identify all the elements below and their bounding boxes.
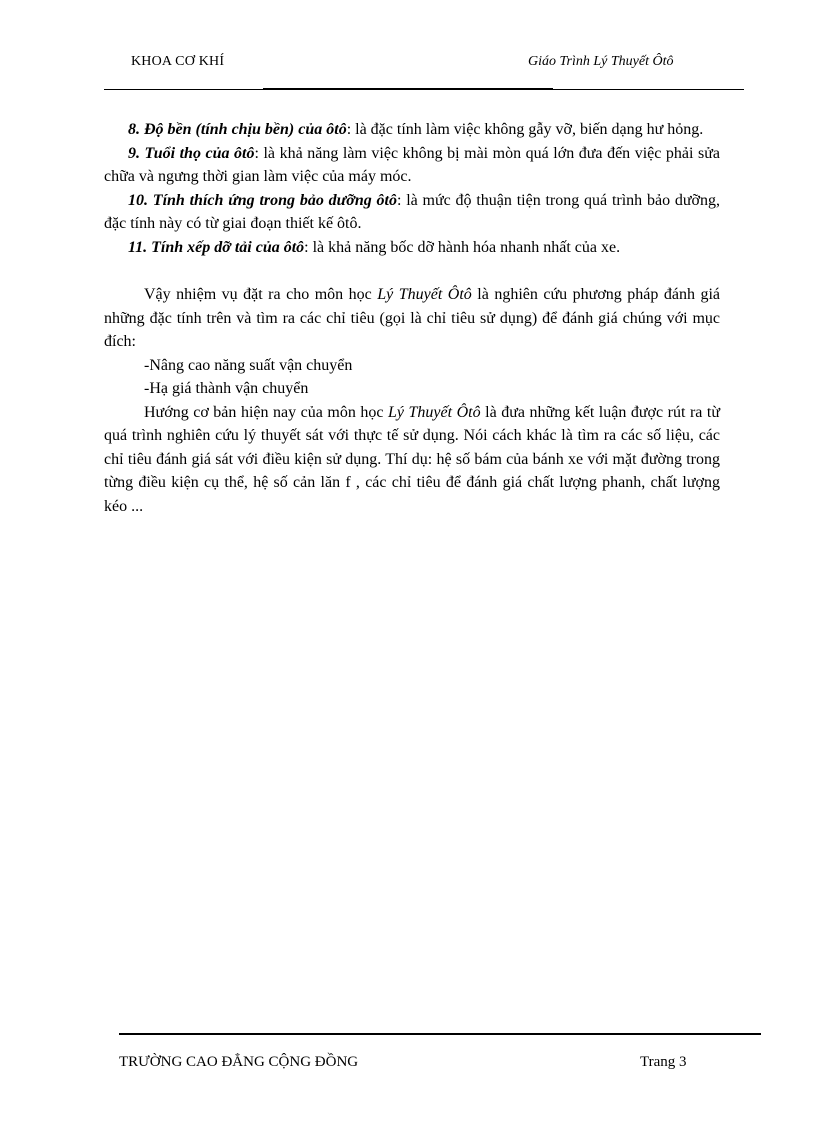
footer-rule — [119, 1033, 761, 1035]
list-item-9 — [104, 142, 720, 189]
list-item-text: : là mức độ thuận tiện trong quá trình bảo dưỡng, đặc tính này có từ giai đoạn thiết kế ôtô. — [104, 191, 720, 232]
course-name: Lý Thuyết Ôtô — [388, 403, 481, 421]
paragraph-text: là đưa những kết luận được rút ra từ quá trình nghiên cứu lý thuyết sát với thực tế sử dụng. Nói cách khác là tìm ra các số liệu, các chỉ tiêu đánh giá sát với điều kiện sử dụng. Thí dụ: hệ số bám của bánh xe với mặt đường trong từng điều kiện cụ thể, hệ số cản lăn f , các chỉ tiêu để đánh giá chất lượng phanh, chất lượng kéo ... — [104, 403, 721, 515]
paragraph-gap — [104, 259, 720, 283]
list-item-text: : là đặc tính làm việc không gẫy vỡ, biến dạng hư hỏng. — [346, 121, 704, 138]
paragraph-text: Vậy nhiệm vụ đặt ra cho môn học — [144, 286, 378, 303]
document-body — [104, 118, 720, 518]
paragraph-text: Hướng cơ bản hiện nay của môn học — [144, 403, 388, 421]
list-item-label: 11. Tính xếp dỡ tải của ôtô — [128, 238, 305, 256]
list-item-8 — [104, 118, 720, 142]
header-department: KHOA CƠ KHÍ — [131, 54, 225, 69]
list-item-label: 10. Tính thích ứng trong bảo dưỡng ôtô — [128, 191, 397, 209]
footer-school-name: TRƯỜNG CAO ĐẲNG CỘNG ĐỒNG — [119, 1054, 359, 1070]
header-book-title: Giáo Trình Lý Thuyết Ôtô — [528, 54, 674, 69]
paragraph-direction — [104, 401, 720, 519]
bullet-item: -Hạ giá thành vận chuyển — [144, 380, 309, 397]
paragraph-objectives — [104, 283, 720, 354]
paragraph-text: là nghiên cứu phương pháp đánh giá những đặc tính trên và tìm ra các chỉ tiêu (gọi là chỉ tiêu sử dụng) để đánh giá chúng với mục đích: — [104, 286, 721, 350]
list-item-text: : là khả năng bốc dỡ hành hóa nhanh nhất của xe. — [304, 238, 621, 256]
list-item-label: 8. Độ bền (tính chịu bền) của ôtô — [128, 121, 347, 138]
page-number: Trang 3 — [640, 1054, 687, 1070]
list-item-text: : là khả năng làm việc không bị mài mòn quá lớn đưa đến việc phải sửa chữa và ngưng thời gian làm việc của máy móc. — [104, 144, 721, 185]
list-item-label: 9. Tuổi thọ của ôtô — [128, 144, 255, 162]
list-item-11 — [104, 236, 720, 260]
bullet-item: -Nâng cao năng suất vận chuyển — [144, 356, 353, 374]
course-name: Lý Thuyết Ôtô — [377, 286, 472, 303]
header-rule-thick — [263, 88, 553, 90]
list-item-10 — [104, 189, 720, 236]
